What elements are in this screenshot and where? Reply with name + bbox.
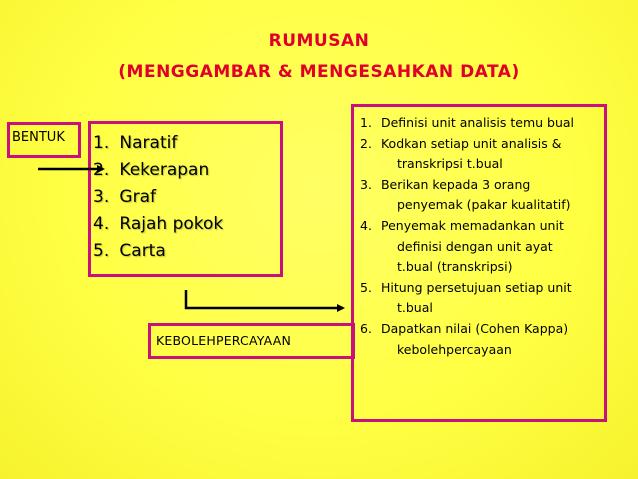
kebolehpercayaan-label: KEBOLEHPERCAYAAN bbox=[156, 333, 292, 348]
step-item-3: 3. Berikan kepada 3 orang penyemak (pakar kualitatif) bbox=[360, 176, 571, 213]
step-item-1: 1. Definisi unit analisis temu bual bbox=[360, 115, 575, 130]
forms-to-steps-arrow bbox=[186, 290, 343, 308]
form-item-rajah-pokok: 4. Rajah pokok bbox=[93, 214, 224, 234]
bentuk-label: BENTUK bbox=[12, 130, 65, 145]
steps-list bbox=[360, 113, 600, 360]
forms-list bbox=[93, 130, 223, 265]
step-item-6: 6. Dapatkan nilai (Cohen Kappa) kebolehpercayaan bbox=[360, 320, 569, 357]
form-item-naratif: 1. Naratif bbox=[93, 133, 178, 153]
step-item-4: 4. Penyemak memadankan unit definisi dengan unit ayat t.bual (transkripsi) bbox=[360, 217, 564, 275]
title-line-2: (MENGGAMBAR & MENGESAHKAN DATA) bbox=[118, 62, 520, 82]
form-item-carta: 5. Carta bbox=[93, 241, 166, 261]
title-line-1: RUMUSAN bbox=[268, 31, 370, 51]
form-item-kekerapan: 2. Kekerapan bbox=[93, 160, 210, 180]
step-item-2: 2. Kodkan setiap unit analisis & transkripsi t.bual bbox=[360, 135, 562, 172]
form-item-graf: 3. Graf bbox=[93, 187, 156, 207]
step-item-5: 5. Hitung persetujuan setiap unit t.bual bbox=[360, 279, 572, 316]
